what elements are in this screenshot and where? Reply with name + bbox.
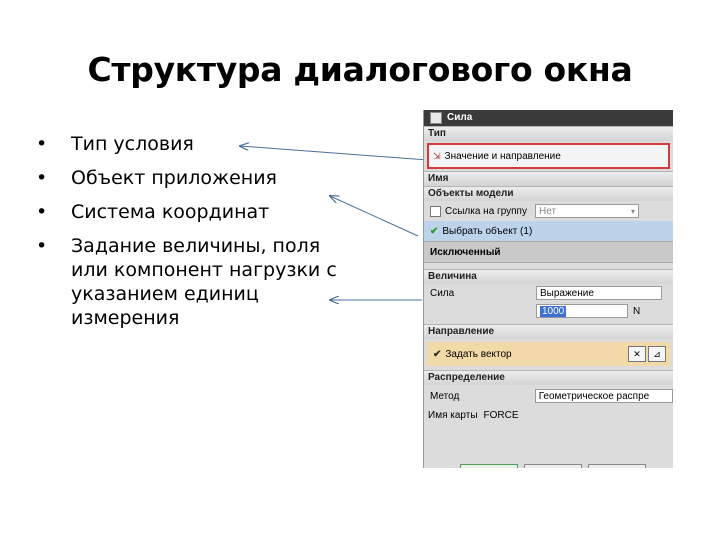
force-mode-value: Выражение: [540, 288, 594, 299]
section-name[interactable]: [424, 171, 673, 186]
type-value: Значение и направление: [444, 150, 561, 162]
type-select[interactable]: [427, 143, 670, 169]
bullet-list: [36, 132, 346, 340]
bullet-item: [36, 132, 346, 156]
ok-button[interactable]: [460, 464, 518, 468]
group-link-checkbox[interactable]: [430, 206, 441, 217]
section-model-objects-label: Объекты модели: [428, 188, 514, 199]
dialog-buttons: [460, 464, 646, 468]
reverse-direction-icon[interactable]: ✕: [628, 346, 646, 362]
force-dialog: [423, 110, 673, 468]
check-icon: ✔: [430, 225, 439, 237]
dialog-titlebar[interactable]: [424, 110, 673, 126]
specify-vector-row[interactable]: [427, 342, 670, 366]
map-name-row: [424, 407, 673, 423]
method-value: Геометрическое распре: [538, 391, 650, 402]
group-link-row: [424, 201, 673, 221]
section-name-label: Имя: [428, 173, 449, 184]
section-magnitude-label: Величина: [428, 271, 477, 282]
group-link-label: Ссылка на группу: [445, 205, 527, 217]
section-type[interactable]: [424, 126, 673, 141]
select-object-label: Выбрать объект (1): [442, 225, 533, 237]
bullet-dot: •: [36, 133, 48, 155]
bullet-text: Система координат: [71, 201, 270, 223]
chevron-down-icon: ▾: [630, 207, 635, 216]
bullet-item: [36, 200, 346, 224]
dialog-title: Сила: [447, 112, 473, 123]
excluded-label: Исключенный: [430, 246, 501, 258]
group-link-value: Нет: [539, 206, 557, 217]
force-value-row: [424, 302, 673, 320]
force-mode-select[interactable]: [536, 286, 662, 300]
force-unit: N: [633, 305, 641, 317]
bullet-dot: •: [36, 235, 48, 257]
apply-button[interactable]: [524, 464, 582, 468]
select-object-row[interactable]: [424, 221, 673, 241]
force-label: Сила: [430, 287, 455, 299]
specify-vector-label: Задать вектор: [445, 348, 512, 360]
bullet-text: Объект приложения: [71, 167, 277, 189]
excluded-row[interactable]: [424, 241, 673, 263]
section-type-label: Тип: [428, 128, 446, 139]
section-magnitude[interactable]: [424, 269, 673, 284]
method-label: Метод: [430, 390, 460, 402]
cancel-button[interactable]: [588, 464, 646, 468]
dialog-app-icon: [430, 112, 442, 124]
force-value-input[interactable]: [536, 304, 628, 318]
section-distribution-label: Распределение: [428, 372, 505, 383]
force-mode-row: [424, 284, 673, 302]
force-value: 1000: [542, 306, 565, 317]
method-select[interactable]: [535, 389, 673, 403]
section-direction-label: Направление: [428, 326, 495, 337]
bullet-text: Тип условия: [71, 133, 194, 155]
group-link-select[interactable]: [535, 204, 639, 218]
bullet-item: [36, 166, 346, 190]
vector-dialog-icon[interactable]: ⊿: [648, 346, 666, 362]
section-model-objects[interactable]: [424, 186, 673, 201]
check-icon: ✔: [433, 348, 442, 360]
bullet-text: Задание величины, поля или компонент нагрузки с указанием единиц измерения: [71, 235, 337, 329]
bullet-dot: •: [36, 167, 48, 189]
section-direction[interactable]: [424, 324, 673, 339]
slide-title: Структура диалогового окна: [87, 50, 633, 89]
map-name-label: Имя карты: [428, 409, 478, 421]
bullet-item: [36, 234, 346, 330]
method-row: [424, 385, 673, 407]
map-name-value: FORCE: [483, 409, 519, 421]
bullet-dot: •: [36, 201, 48, 223]
force-type-icon: ⇲: [433, 150, 441, 161]
section-distribution[interactable]: [424, 370, 673, 385]
